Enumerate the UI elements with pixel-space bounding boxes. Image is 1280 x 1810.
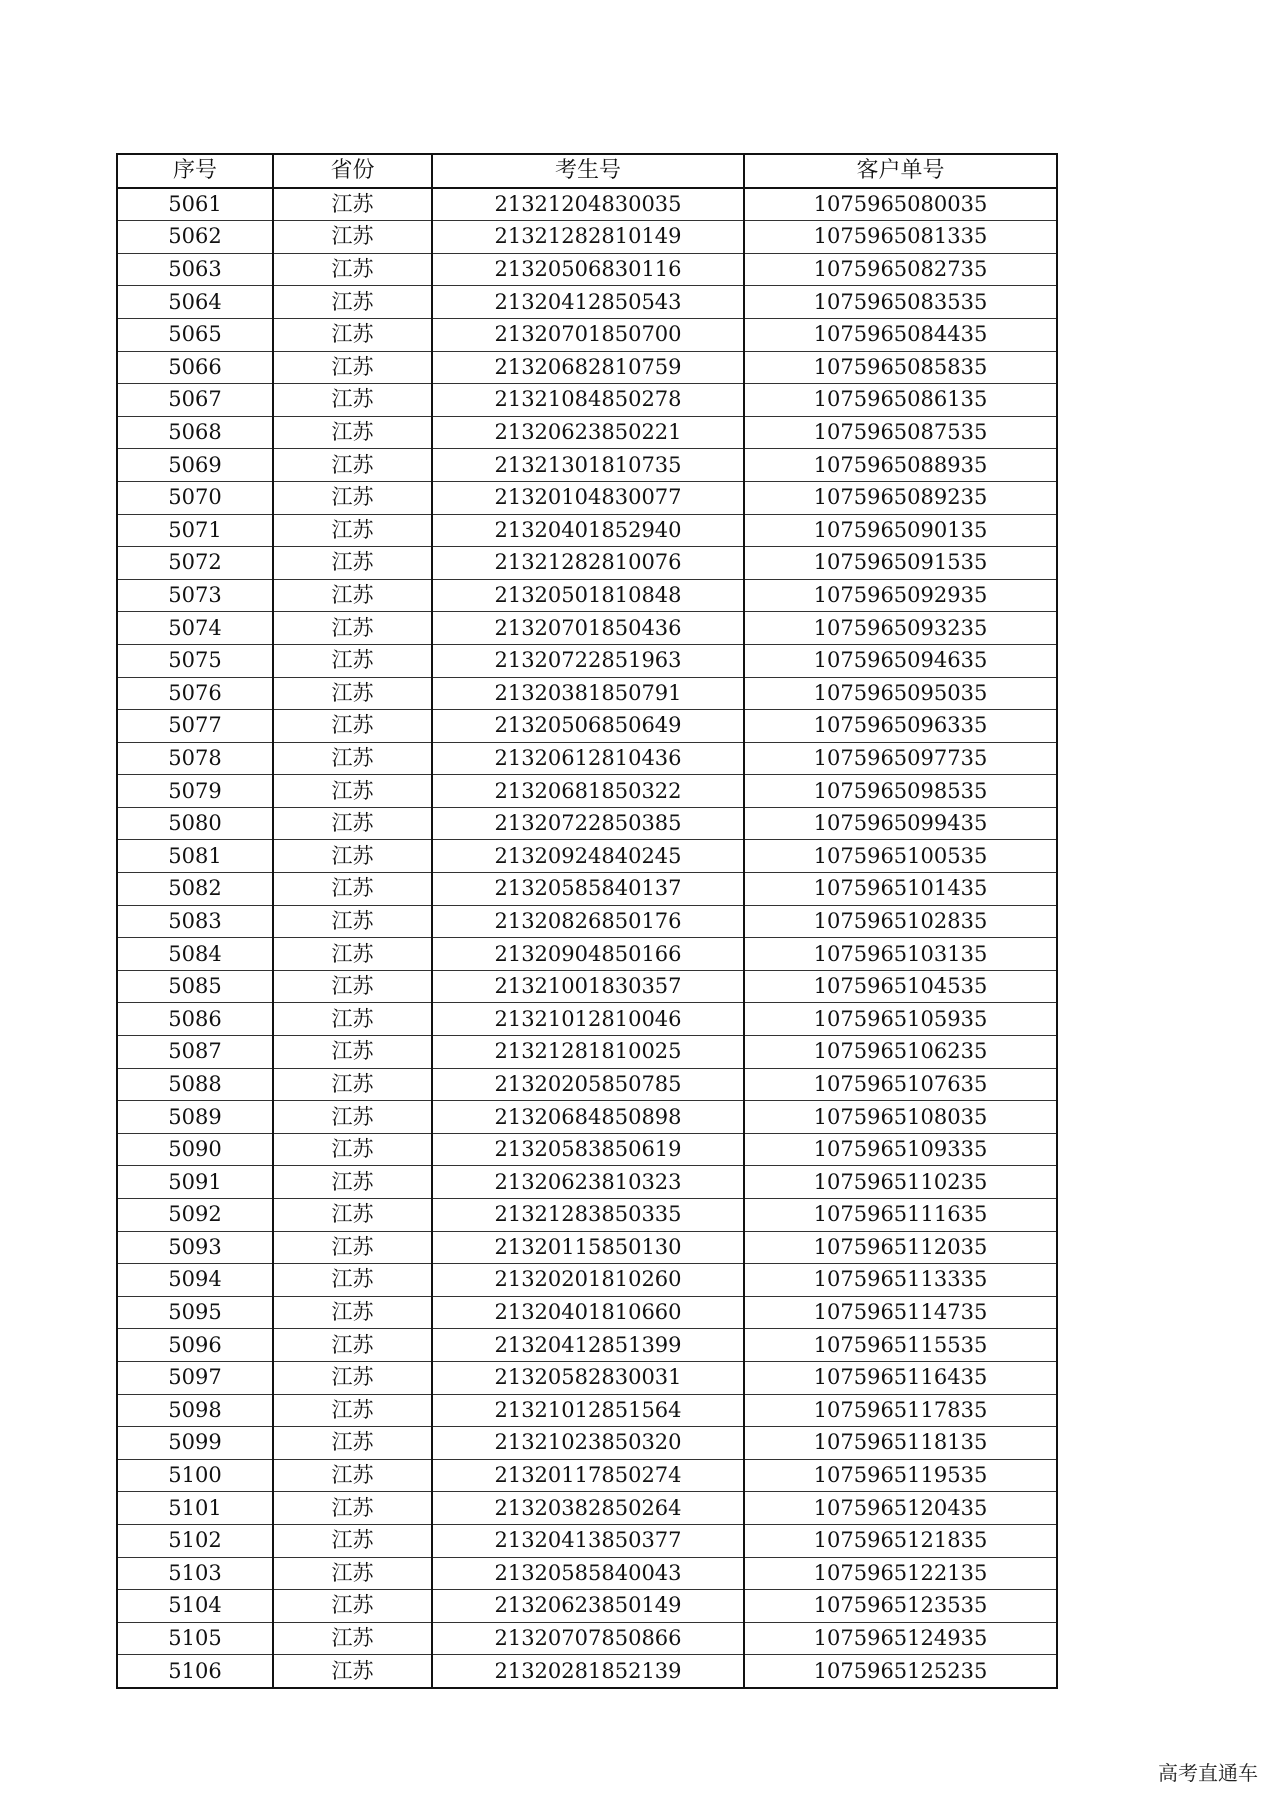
province-cell: 江苏 <box>273 677 432 710</box>
province-cell: 江苏 <box>273 579 432 612</box>
province-cell: 江苏 <box>273 710 432 743</box>
table-row <box>117 612 1057 645</box>
serial-cell: 5086 <box>117 1003 273 1036</box>
serial-cell: 5072 <box>117 547 273 580</box>
table-row <box>117 807 1057 840</box>
candidate-number-cell: 21321281810025 <box>432 1036 744 1069</box>
order-number-cell: 1075965097735 <box>744 742 1057 775</box>
serial-cell: 5105 <box>117 1622 273 1655</box>
province-cell: 江苏 <box>273 1329 432 1362</box>
table-row <box>117 1524 1057 1557</box>
serial-cell: 5062 <box>117 221 273 254</box>
province-cell: 江苏 <box>273 514 432 547</box>
candidate-number-cell: 21321282810149 <box>432 221 744 254</box>
serial-cell: 5067 <box>117 384 273 417</box>
table-row <box>117 1557 1057 1590</box>
order-number-cell: 1075965123535 <box>744 1590 1057 1623</box>
serial-cell: 5071 <box>117 514 273 547</box>
candidate-number-cell: 21320681850322 <box>432 775 744 808</box>
candidate-number-cell: 21320701850436 <box>432 612 744 645</box>
order-number-cell: 1075965090135 <box>744 514 1057 547</box>
candidate-number-cell: 21320707850866 <box>432 1622 744 1655</box>
serial-cell: 5064 <box>117 286 273 319</box>
table-row <box>117 1459 1057 1492</box>
candidate-number-cell: 21320413850377 <box>432 1524 744 1557</box>
order-number-cell: 1075965091535 <box>744 547 1057 580</box>
order-number-cell: 1075965084435 <box>744 318 1057 351</box>
order-number-cell: 1075965115535 <box>744 1329 1057 1362</box>
order-number-cell: 1075965092935 <box>744 579 1057 612</box>
serial-cell: 5089 <box>117 1101 273 1134</box>
table-row <box>117 579 1057 612</box>
province-cell: 江苏 <box>273 873 432 906</box>
order-number-cell: 1075965122135 <box>744 1557 1057 1590</box>
province-cell: 江苏 <box>273 253 432 286</box>
table-row <box>117 1036 1057 1069</box>
order-number-cell: 1075965112035 <box>744 1231 1057 1264</box>
serial-cell: 5078 <box>117 742 273 775</box>
province-cell: 江苏 <box>273 1133 432 1166</box>
order-number-cell: 1075965124935 <box>744 1622 1057 1655</box>
table-row <box>117 221 1057 254</box>
candidate-number-cell: 21320117850274 <box>432 1459 744 1492</box>
candidate-number-cell: 21321283850335 <box>432 1199 744 1232</box>
province-cell: 江苏 <box>273 840 432 873</box>
order-number-cell: 1075965083535 <box>744 286 1057 319</box>
candidate-number-cell: 21320722851963 <box>432 644 744 677</box>
serial-cell: 5093 <box>117 1231 273 1264</box>
province-cell: 江苏 <box>273 970 432 1003</box>
order-number-cell: 1075965098535 <box>744 775 1057 808</box>
order-number-cell: 1075965113335 <box>744 1264 1057 1297</box>
candidate-number-cell: 21320623850221 <box>432 416 744 449</box>
serial-cell: 5083 <box>117 905 273 938</box>
province-cell: 江苏 <box>273 188 432 221</box>
order-number-cell: 1075965108035 <box>744 1101 1057 1134</box>
order-number-cell: 1075965116435 <box>744 1361 1057 1394</box>
order-number-cell: 1075965118135 <box>744 1427 1057 1460</box>
order-number-cell: 1075965120435 <box>744 1492 1057 1525</box>
table-row <box>117 253 1057 286</box>
table-row <box>117 1427 1057 1460</box>
order-number-cell: 1075965082735 <box>744 253 1057 286</box>
serial-cell: 5096 <box>117 1329 273 1362</box>
order-number-cell: 1075965103135 <box>744 938 1057 971</box>
province-cell: 江苏 <box>273 1036 432 1069</box>
province-cell: 江苏 <box>273 1655 432 1688</box>
serial-cell: 5069 <box>117 449 273 482</box>
table-row <box>117 970 1057 1003</box>
table-row <box>117 710 1057 743</box>
table-row <box>117 905 1057 938</box>
order-number-cell: 1075965104535 <box>744 970 1057 1003</box>
table-row <box>117 1296 1057 1329</box>
order-number-cell: 1075965087535 <box>744 416 1057 449</box>
candidate-number-cell: 21320501810848 <box>432 579 744 612</box>
candidate-number-cell: 21320381850791 <box>432 677 744 710</box>
province-cell: 江苏 <box>273 1557 432 1590</box>
table-row <box>117 1655 1057 1688</box>
serial-cell: 5079 <box>117 775 273 808</box>
candidate-number-cell: 21320585840137 <box>432 873 744 906</box>
province-cell: 江苏 <box>273 1622 432 1655</box>
serial-cell: 5101 <box>117 1492 273 1525</box>
candidate-number-cell: 21321012810046 <box>432 1003 744 1036</box>
serial-cell: 5081 <box>117 840 273 873</box>
serial-cell: 5097 <box>117 1361 273 1394</box>
candidate-number-cell: 21320582830031 <box>432 1361 744 1394</box>
province-cell: 江苏 <box>273 1199 432 1232</box>
province-cell: 江苏 <box>273 1394 432 1427</box>
province-cell: 江苏 <box>273 481 432 514</box>
order-number-cell: 1075965095035 <box>744 677 1057 710</box>
serial-cell: 5087 <box>117 1036 273 1069</box>
candidate-number-cell: 21320506850649 <box>432 710 744 743</box>
header-candidate-number: 考生号 <box>432 154 744 188</box>
province-cell: 江苏 <box>273 1296 432 1329</box>
order-number-cell: 1075965088935 <box>744 449 1057 482</box>
candidate-number-cell: 21320826850176 <box>432 905 744 938</box>
candidate-number-cell: 21320623850149 <box>432 1590 744 1623</box>
candidate-number-cell: 21321023850320 <box>432 1427 744 1460</box>
table-row <box>117 188 1057 221</box>
serial-cell: 5104 <box>117 1590 273 1623</box>
province-cell: 江苏 <box>273 644 432 677</box>
province-cell: 江苏 <box>273 807 432 840</box>
serial-cell: 5088 <box>117 1068 273 1101</box>
table-row <box>117 1492 1057 1525</box>
table-row <box>117 1231 1057 1264</box>
header-order-number: 客户单号 <box>744 154 1057 188</box>
order-number-cell: 1075965100535 <box>744 840 1057 873</box>
table-row <box>117 1329 1057 1362</box>
province-cell: 江苏 <box>273 1264 432 1297</box>
serial-cell: 5090 <box>117 1133 273 1166</box>
serial-cell: 5094 <box>117 1264 273 1297</box>
province-cell: 江苏 <box>273 384 432 417</box>
candidate-number-cell: 21320205850785 <box>432 1068 744 1101</box>
serial-cell: 5065 <box>117 318 273 351</box>
order-number-cell: 1075965121835 <box>744 1524 1057 1557</box>
table-row <box>117 449 1057 482</box>
table-row <box>117 1394 1057 1427</box>
serial-cell: 5095 <box>117 1296 273 1329</box>
province-cell: 江苏 <box>273 547 432 580</box>
province-cell: 江苏 <box>273 1427 432 1460</box>
table-row <box>117 318 1057 351</box>
serial-cell: 5082 <box>117 873 273 906</box>
serial-cell: 5070 <box>117 481 273 514</box>
order-number-cell: 1075965099435 <box>744 807 1057 840</box>
table-row <box>117 1199 1057 1232</box>
order-number-cell: 1075965110235 <box>744 1166 1057 1199</box>
table-row <box>117 547 1057 580</box>
candidate-number-cell: 21320924840245 <box>432 840 744 873</box>
order-number-cell: 1075965096335 <box>744 710 1057 743</box>
table-row <box>117 351 1057 384</box>
candidate-number-cell: 21320684850898 <box>432 1101 744 1134</box>
table-row <box>117 1068 1057 1101</box>
table-row <box>117 938 1057 971</box>
order-number-cell: 1075965085835 <box>744 351 1057 384</box>
order-number-cell: 1075965080035 <box>744 188 1057 221</box>
table-row <box>117 416 1057 449</box>
serial-cell: 5102 <box>117 1524 273 1557</box>
serial-cell: 5080 <box>117 807 273 840</box>
province-cell: 江苏 <box>273 351 432 384</box>
table-row <box>117 644 1057 677</box>
order-number-cell: 1075965106235 <box>744 1036 1057 1069</box>
candidate-number-cell: 21321084850278 <box>432 384 744 417</box>
table-row <box>117 1264 1057 1297</box>
order-number-cell: 1075965102835 <box>744 905 1057 938</box>
table-row <box>117 1622 1057 1655</box>
order-number-cell: 1075965111635 <box>744 1199 1057 1232</box>
province-cell: 江苏 <box>273 938 432 971</box>
province-cell: 江苏 <box>273 1231 432 1264</box>
province-cell: 江苏 <box>273 1101 432 1134</box>
table-row <box>117 840 1057 873</box>
order-number-cell: 1075965114735 <box>744 1296 1057 1329</box>
candidate-number-cell: 21321282810076 <box>432 547 744 580</box>
candidate-number-cell: 21321012851564 <box>432 1394 744 1427</box>
table-row <box>117 1101 1057 1134</box>
serial-cell: 5091 <box>117 1166 273 1199</box>
table-row <box>117 742 1057 775</box>
province-cell: 江苏 <box>273 318 432 351</box>
order-number-cell: 1075965093235 <box>744 612 1057 645</box>
order-number-cell: 1075965119535 <box>744 1459 1057 1492</box>
province-cell: 江苏 <box>273 286 432 319</box>
table-row <box>117 481 1057 514</box>
order-number-cell: 1075965086135 <box>744 384 1057 417</box>
order-number-cell: 1075965109335 <box>744 1133 1057 1166</box>
candidate-number-cell: 21320382850264 <box>432 1492 744 1525</box>
candidate-number-cell: 21321301810735 <box>432 449 744 482</box>
table-row <box>117 1003 1057 1036</box>
candidate-number-cell: 21320585840043 <box>432 1557 744 1590</box>
candidate-table <box>116 153 1058 1689</box>
table-row <box>117 514 1057 547</box>
province-cell: 江苏 <box>273 905 432 938</box>
province-cell: 江苏 <box>273 612 432 645</box>
candidate-number-cell: 21320201810260 <box>432 1264 744 1297</box>
province-cell: 江苏 <box>273 1003 432 1036</box>
order-number-cell: 1075965125235 <box>744 1655 1057 1688</box>
table-row <box>117 1166 1057 1199</box>
serial-cell: 5068 <box>117 416 273 449</box>
order-number-cell: 1075965094635 <box>744 644 1057 677</box>
header-row <box>117 154 1057 188</box>
table-row <box>117 775 1057 808</box>
serial-cell: 5103 <box>117 1557 273 1590</box>
serial-cell: 5106 <box>117 1655 273 1688</box>
candidate-number-cell: 21320412851399 <box>432 1329 744 1362</box>
candidate-number-cell: 21320701850700 <box>432 318 744 351</box>
candidate-number-cell: 21320682810759 <box>432 351 744 384</box>
table-row <box>117 1590 1057 1623</box>
candidate-number-cell: 21320115850130 <box>432 1231 744 1264</box>
candidate-number-cell: 21321001830357 <box>432 970 744 1003</box>
candidate-number-cell: 21320412850543 <box>432 286 744 319</box>
serial-cell: 5098 <box>117 1394 273 1427</box>
serial-cell: 5076 <box>117 677 273 710</box>
table-row <box>117 1133 1057 1166</box>
serial-cell: 5066 <box>117 351 273 384</box>
order-number-cell: 1075965107635 <box>744 1068 1057 1101</box>
table-row <box>117 384 1057 417</box>
serial-cell: 5073 <box>117 579 273 612</box>
candidate-number-cell: 21320401810660 <box>432 1296 744 1329</box>
candidate-number-cell: 21320281852139 <box>432 1655 744 1688</box>
province-cell: 江苏 <box>273 1590 432 1623</box>
province-cell: 江苏 <box>273 1068 432 1101</box>
candidate-number-cell: 21320583850619 <box>432 1133 744 1166</box>
order-number-cell: 1075965105935 <box>744 1003 1057 1036</box>
province-cell: 江苏 <box>273 1524 432 1557</box>
serial-cell: 5075 <box>117 644 273 677</box>
serial-cell: 5061 <box>117 188 273 221</box>
province-cell: 江苏 <box>273 221 432 254</box>
header-serial: 序号 <box>117 154 273 188</box>
province-cell: 江苏 <box>273 1166 432 1199</box>
serial-cell: 5063 <box>117 253 273 286</box>
province-cell: 江苏 <box>273 1361 432 1394</box>
province-cell: 江苏 <box>273 1492 432 1525</box>
province-cell: 江苏 <box>273 449 432 482</box>
watermark: 高考直通车 <box>1158 1761 1258 1785</box>
table-row <box>117 286 1057 319</box>
serial-cell: 5099 <box>117 1427 273 1460</box>
table-row <box>117 873 1057 906</box>
province-cell: 江苏 <box>273 1459 432 1492</box>
table-body <box>117 188 1057 1688</box>
candidate-number-cell: 21320904850166 <box>432 938 744 971</box>
candidate-number-cell: 21320722850385 <box>432 807 744 840</box>
province-cell: 江苏 <box>273 742 432 775</box>
province-cell: 江苏 <box>273 416 432 449</box>
order-number-cell: 1075965101435 <box>744 873 1057 906</box>
serial-cell: 5092 <box>117 1199 273 1232</box>
candidate-number-cell: 21321204830035 <box>432 188 744 221</box>
order-number-cell: 1075965089235 <box>744 481 1057 514</box>
order-number-cell: 1075965117835 <box>744 1394 1057 1427</box>
table-row <box>117 1361 1057 1394</box>
candidate-number-cell: 21320623810323 <box>432 1166 744 1199</box>
serial-cell: 5084 <box>117 938 273 971</box>
serial-cell: 5077 <box>117 710 273 743</box>
province-cell: 江苏 <box>273 775 432 808</box>
candidate-number-cell: 21320612810436 <box>432 742 744 775</box>
table-row <box>117 677 1057 710</box>
header-province: 省份 <box>273 154 432 188</box>
serial-cell: 5085 <box>117 970 273 1003</box>
order-number-cell: 1075965081335 <box>744 221 1057 254</box>
candidate-number-cell: 21320506830116 <box>432 253 744 286</box>
serial-cell: 5100 <box>117 1459 273 1492</box>
candidate-number-cell: 21320401852940 <box>432 514 744 547</box>
serial-cell: 5074 <box>117 612 273 645</box>
candidate-number-cell: 21320104830077 <box>432 481 744 514</box>
